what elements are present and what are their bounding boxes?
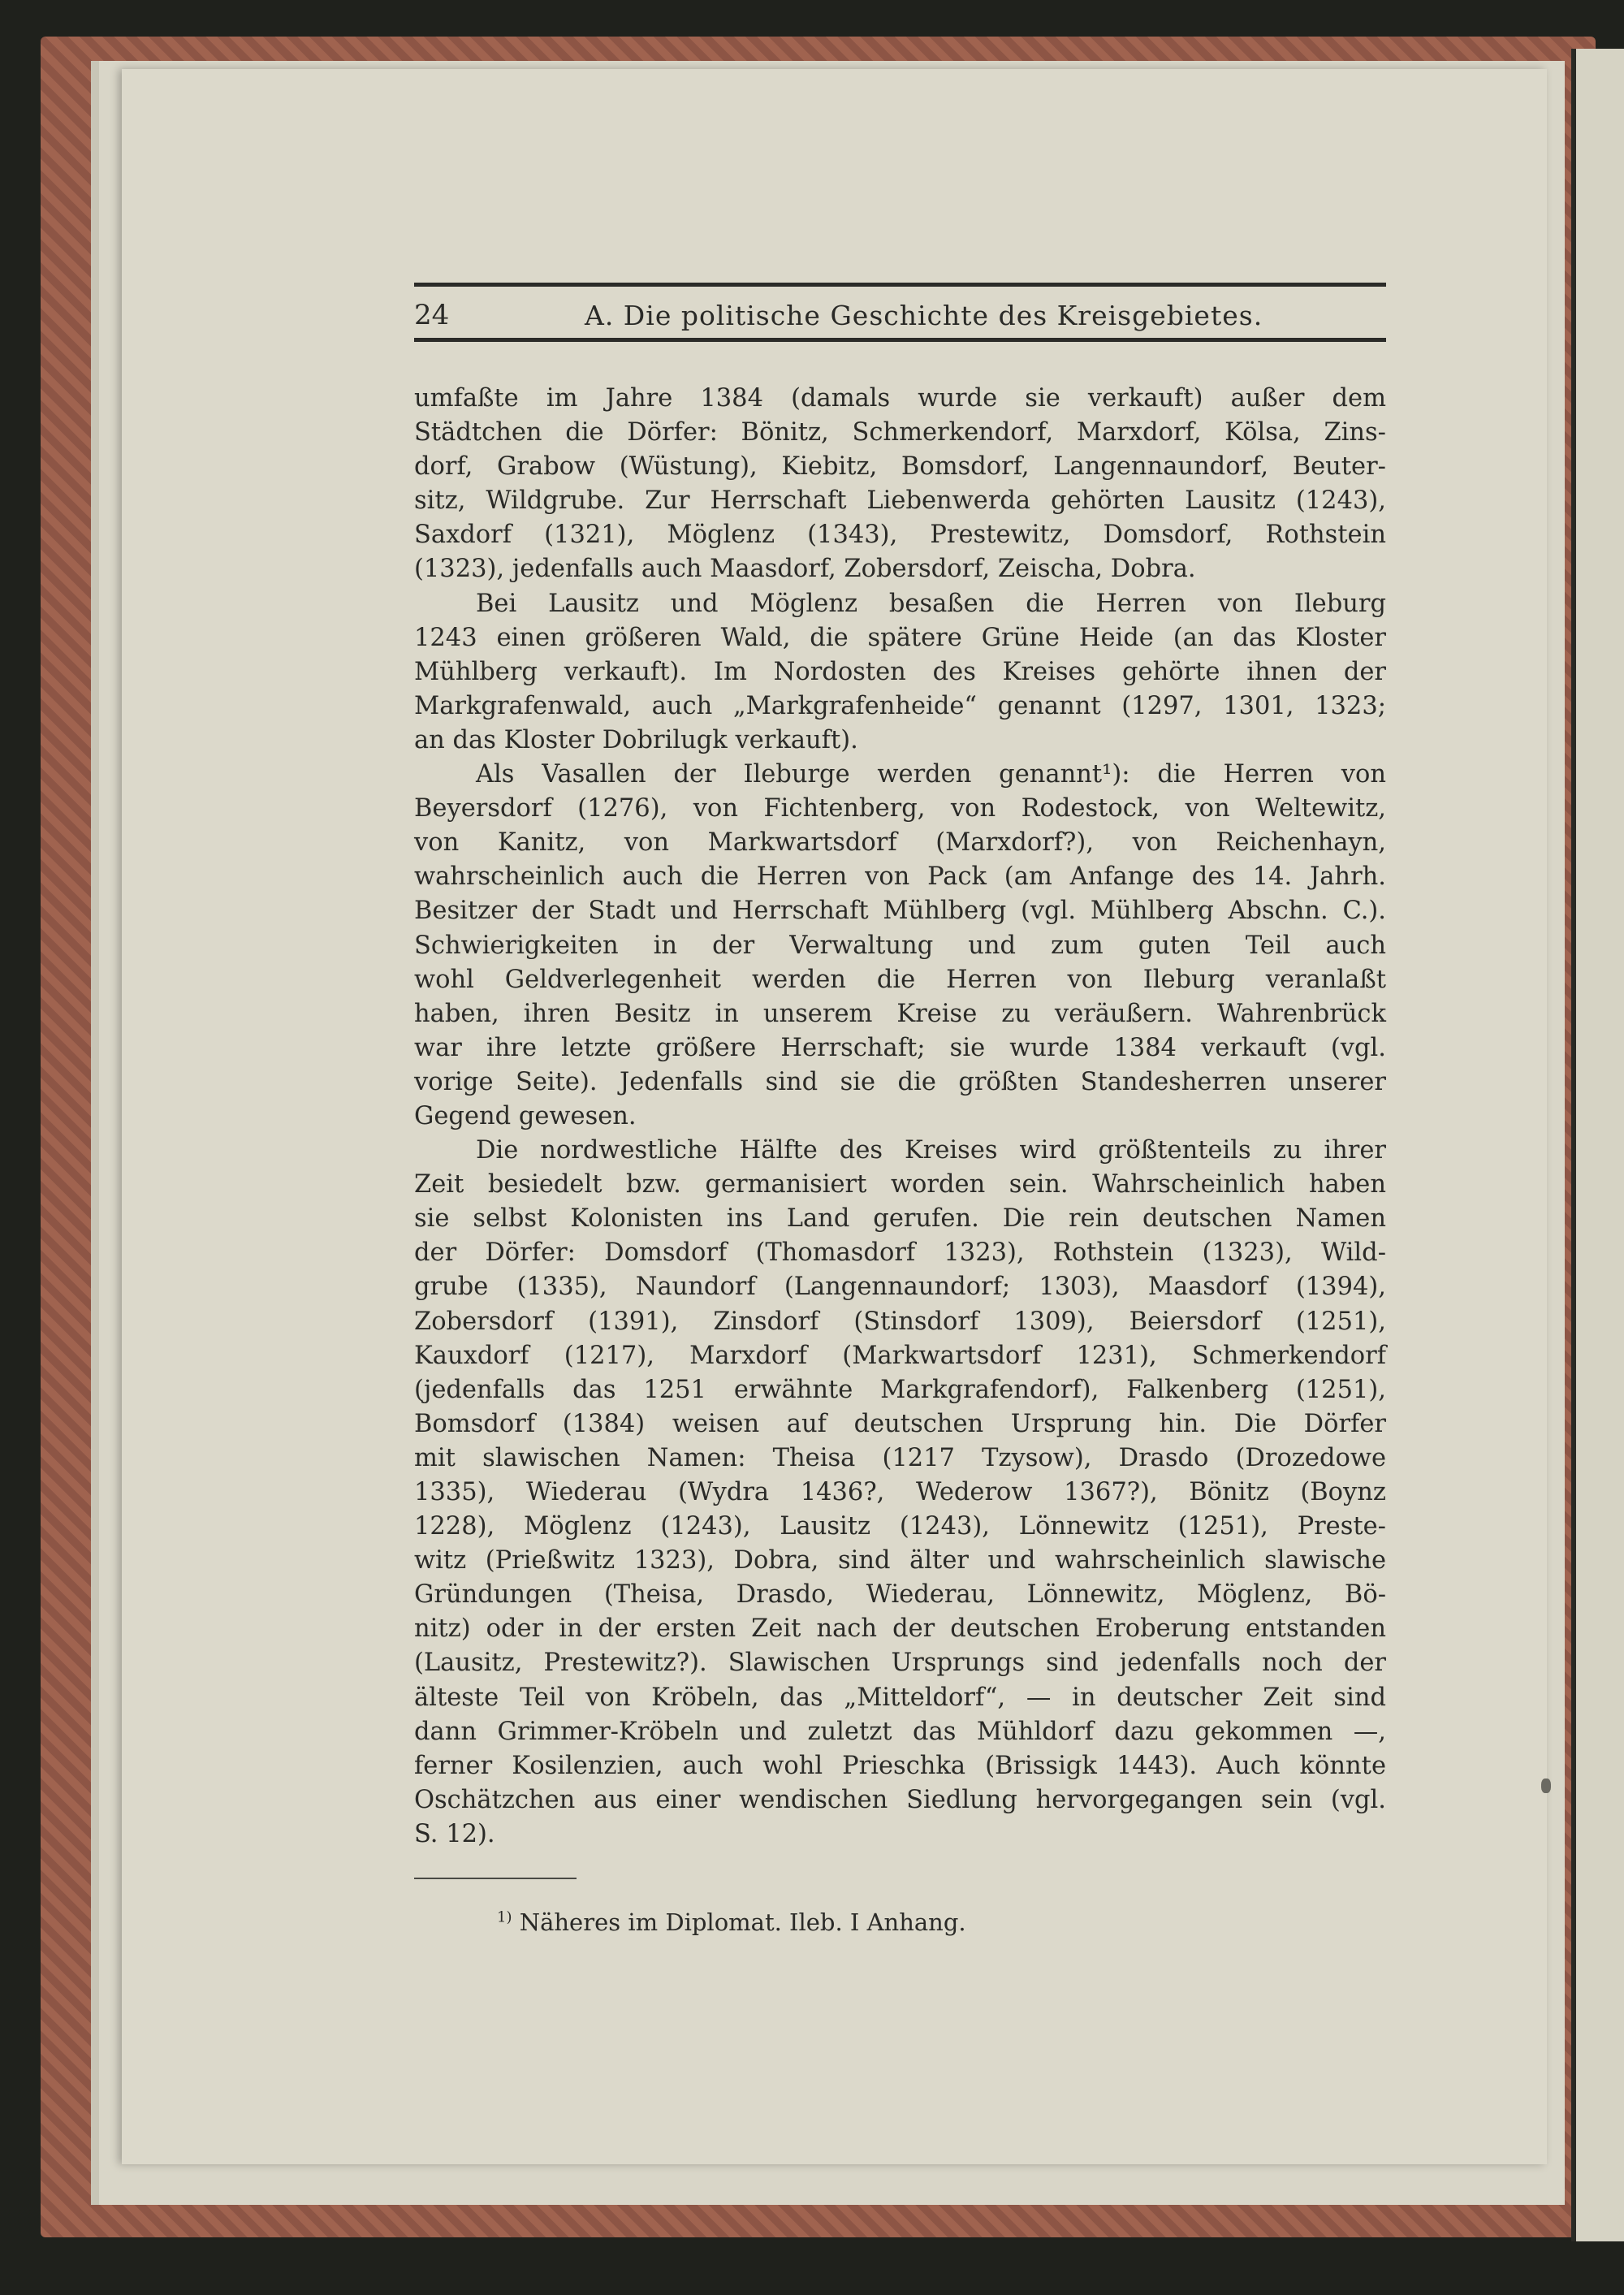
text-line: grube (1335), Naundorf (Langennaundorf; 1303), Maasdorf (1394),: [414, 1273, 1386, 1302]
header-rule-top: [414, 283, 1386, 287]
text-line: Schwierigkeiten in der Verwaltung und zum guten Teil auch: [414, 931, 1386, 960]
text-line: umfaßte im Jahre 1384 (damals wurde sie verkauft) außer dem: [414, 384, 1386, 413]
text-line: Die nordwestliche Hälfte des Kreises wird größtenteils zu ihrer: [476, 1136, 1386, 1165]
text-line: Markgrafenwald, auch „Markgrafenheide“ genannt (1297, 1301, 1323;: [414, 691, 1386, 720]
text-line: älteste Teil von Kröbeln, das „Mitteldorf“, — in deutscher Zeit sind: [414, 1683, 1386, 1712]
text-line: Zobersdorf (1391), Zinsdorf (Stinsdorf 1309), Beiersdorf (1251),: [414, 1307, 1386, 1336]
text-line: (1323), jedenfalls auch Maasdorf, Zobersdorf, Zeischa, Dobra.: [414, 555, 1196, 584]
text-line: der Dörfer: Domsdorf (Thomasdorf 1323), Rothstein (1323), Wild-: [414, 1238, 1386, 1268]
text-line: 1335), Wiederau (Wydra 1436?, Wederow 1367?), Bönitz (Boynz: [414, 1478, 1386, 1506]
text-line: dorf, Grabow (Wüstung), Kiebitz, Bomsdorf, Langennaundorf, Beuter-: [414, 452, 1386, 482]
text-line: 1243 einen größeren Wald, die spätere Grüne Heide (an das Kloster: [414, 623, 1386, 652]
text-line: wahrscheinlich auch die Herren von Pack (am Anfange des 14. Jahrh.: [414, 862, 1386, 892]
footnote-text: Näheres im Diplomat. Ileb. I Anhang.: [519, 1908, 966, 1936]
text-line: (jedenfalls das 1251 erwähnte Markgrafendorf), Falkenberg (1251),: [414, 1375, 1386, 1404]
footnote-marker: 1): [497, 1908, 512, 1926]
text-line: mit slawischen Namen: Theisa (1217 Tzysow), Drasdo (Drozedowe: [414, 1443, 1386, 1472]
header-rule-bottom: [414, 338, 1386, 342]
page-number: 24: [414, 299, 450, 331]
page-header: [414, 294, 1386, 336]
text-line: vorige Seite). Jedenfalls sind sie die größten Standesherren unserer: [414, 1067, 1386, 1096]
text-line: Saxdorf (1321), Möglenz (1343), Prestewitz, Domsdorf, Rothstein: [414, 521, 1386, 550]
footnote-rule: [414, 1878, 577, 1879]
body-text: [414, 382, 1386, 1852]
text-line: S. 12).: [414, 1819, 495, 1848]
text-line: Mühlberg verkauft). Im Nordosten des Kreises gehörte ihnen der: [414, 657, 1386, 686]
text-line: war ihre letzte größere Herrschaft; sie wurde 1384 verkauft (vgl.: [414, 1033, 1386, 1062]
text-line: sitz, Wildgrube. Zur Herrschaft Liebenwerda gehörten Lausitz (1243),: [414, 486, 1386, 516]
footnote: [497, 1908, 966, 1936]
text-line: Gegend gewesen.: [414, 1101, 637, 1130]
text-line: (Lausitz, Prestewitz?). Slawischen Ursprungs sind jedenfalls noch der: [414, 1649, 1386, 1678]
text-line: Zeit besiedelt bzw. germanisiert worden sein. Wahrscheinlich haben: [414, 1170, 1386, 1199]
text-line: Gründungen (Theisa, Drasdo, Wiederau, Lönnewitz, Möglenz, Bö-: [414, 1580, 1386, 1610]
text-line: witz (Prießwitz 1323), Dobra, sind älter und wahrscheinlich slawische: [414, 1546, 1386, 1575]
text-line: Bomsdorf (1384) weisen auf deutschen Ursprung hin. Die Dörfer: [414, 1409, 1386, 1438]
text-line: Städtchen die Dörfer: Bönitz, Schmerkendorf, Marxdorf, Kölsa, Zins-: [414, 418, 1386, 447]
text-line: von Kanitz, von Markwartsdorf (Marxdorf?), von Reichenhayn,: [414, 828, 1386, 858]
page-blemish: [1541, 1779, 1551, 1793]
text-line: an das Kloster Dobrilugk verkauft).: [414, 725, 858, 754]
text-line: 1228), Möglenz (1243), Lausitz (1243), Lönnewitz (1251), Preste-: [414, 1512, 1386, 1541]
text-line: Oschätzchen aus einer wendischen Siedlung hervorgegangen sein (vgl.: [414, 1785, 1386, 1814]
text-line: Als Vasallen der Ileburge werden genannt¹): die Herren von: [476, 760, 1386, 789]
text-line: Kauxdorf (1217), Marxdorf (Markwartsdorf 1231), Schmerkendorf: [414, 1341, 1386, 1370]
text-line: Bei Lausitz und Möglenz besaßen die Herren von Ileburg: [476, 589, 1386, 618]
text-line: wohl Geldverlegenheit werden die Herren von Ileburg veranlaßt: [414, 965, 1386, 994]
text-line: dann Grimmer-Kröbeln und zuletzt das Mühldorf dazu gekommen —,: [414, 1717, 1386, 1746]
text-line: nitz) oder in der ersten Zeit nach der deutschen Eroberung entstanden: [414, 1614, 1386, 1644]
facing-page-edge: [1571, 49, 1624, 2241]
text-line: haben, ihren Besitz in unserem Kreise zu veräußern. Wahrenbrück: [414, 999, 1386, 1028]
text-line: Besitzer der Stadt und Herrschaft Mühlberg (vgl. Mühlberg Abschn. C.).: [414, 897, 1386, 926]
text-line: Beyersdorf (1276), von Fichtenberg, von Rodestock, von Weltewitz,: [414, 794, 1386, 823]
text-line: ferner Kosilenzien, auch wohl Prieschka (Brissigk 1443). Auch könnte: [414, 1751, 1386, 1780]
text-line: sie selbst Kolonisten ins Land gerufen. Die rein deutschen Namen: [414, 1204, 1386, 1234]
running-head: A. Die politische Geschichte des Kreisgebietes.: [585, 299, 1263, 331]
